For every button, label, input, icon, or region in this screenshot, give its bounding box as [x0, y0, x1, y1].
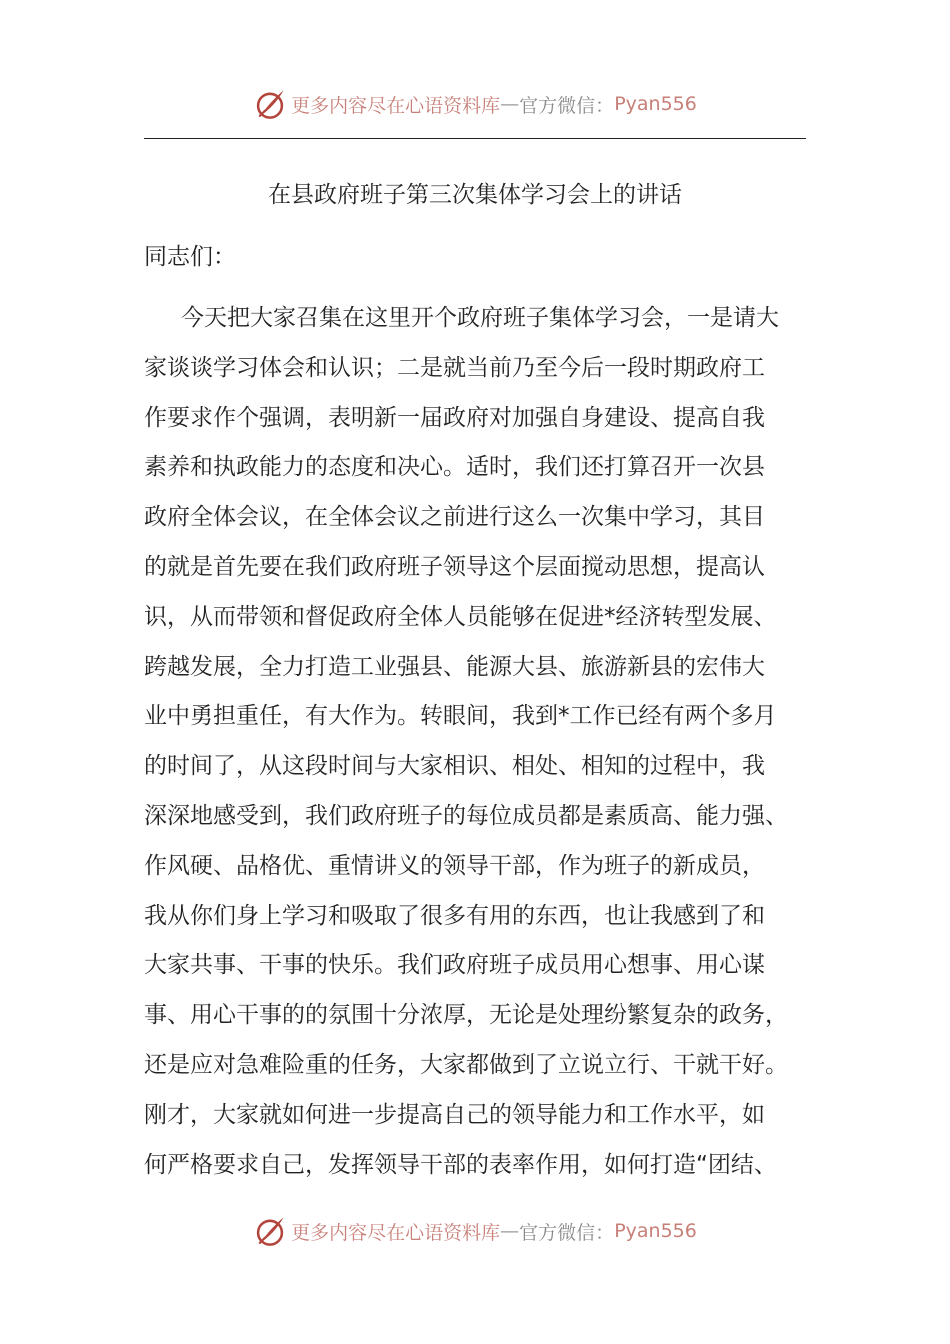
body-line: 识，从而带领和督促政府全体人员能够在促进*经济转型发展、 [144, 603, 777, 630]
body-line: 作要求作个强调，表明新一届政府对加强自身建设、提高自我 [144, 404, 765, 431]
header-divider [144, 138, 806, 139]
body-line: 何严格要求自己，发挥领导干部的表率作用，如何打造“团结、 [144, 1151, 777, 1178]
salutation: 同志们： [144, 244, 236, 270]
body-line: 的时间了，从这段时间与大家相识、相处、相知的过程中，我 [144, 753, 765, 780]
body-line: 的就是首先要在我们政府班子领导这个层面搅动思想，提高认 [144, 553, 765, 580]
watermark-wechat-label: 官方微信： [519, 94, 615, 117]
watermark-account: Pyan556 [614, 93, 697, 115]
body-line: 事、用心干事的的氛围十分浓厚，无论是处理纷繁复杂的政务， [144, 1002, 788, 1029]
watermark-lead-text: 更多内容尽在心语资料库 [291, 94, 501, 117]
body-line: 还是应对急难险重的任务，大家都做到了立说立行、干就干好。 [144, 1051, 788, 1078]
watermark-lead-text: 更多内容尽在心语资料库 [291, 1221, 501, 1244]
document-title: 在县政府班子第三次集体学习会上的讲话 [268, 182, 682, 208]
body-paragraph [144, 294, 824, 1190]
watermark-account: Pyan556 [614, 1220, 697, 1242]
body-line: 深深地感受到，我们政府班子的每位成员都是素质高、能力强、 [144, 802, 788, 829]
body-line: 作风硬、品格优、重情讲义的领导干部，作为班子的新成员， [144, 852, 765, 879]
body-line: 跨越发展，全力打造工业强县、能源大县、旅游新县的宏伟大 [144, 653, 765, 680]
body-line: 素养和执政能力的态度和决心。适时，我们还打算召开一次县 [144, 454, 765, 481]
header-watermark [0, 84, 950, 124]
body-line: 政府全体会议，在全体会议之前进行这么一次集中学习，其目 [144, 504, 765, 531]
footer-watermark [0, 1211, 950, 1251]
body-line: 业中勇担重任，有大作为。转眼间，我到*工作已经有两个多月 [144, 703, 777, 730]
body-line: 家谈谈学习体会和认识；二是就当前乃至今后一段时期政府工 [144, 354, 765, 381]
quill-pen-logo-icon [253, 1214, 287, 1248]
body-line: 刚才，大家就如何进一步提高自己的领导能力和工作水平，如 [144, 1101, 765, 1128]
body-line: 今天把大家召集在这里开个政府班子集体学习会，一是请大 [181, 305, 779, 331]
quill-pen-logo-icon [253, 87, 287, 121]
body-line: 我从你们身上学习和吸取了很多有用的东西，也让我感到了和 [144, 902, 765, 929]
watermark-dash: — [500, 1220, 520, 1242]
watermark-dash: — [500, 93, 520, 115]
watermark-wechat-label: 官方微信： [519, 1221, 615, 1244]
body-line: 大家共事、干事的快乐。我们政府班子成员用心想事、用心谋 [144, 952, 765, 979]
